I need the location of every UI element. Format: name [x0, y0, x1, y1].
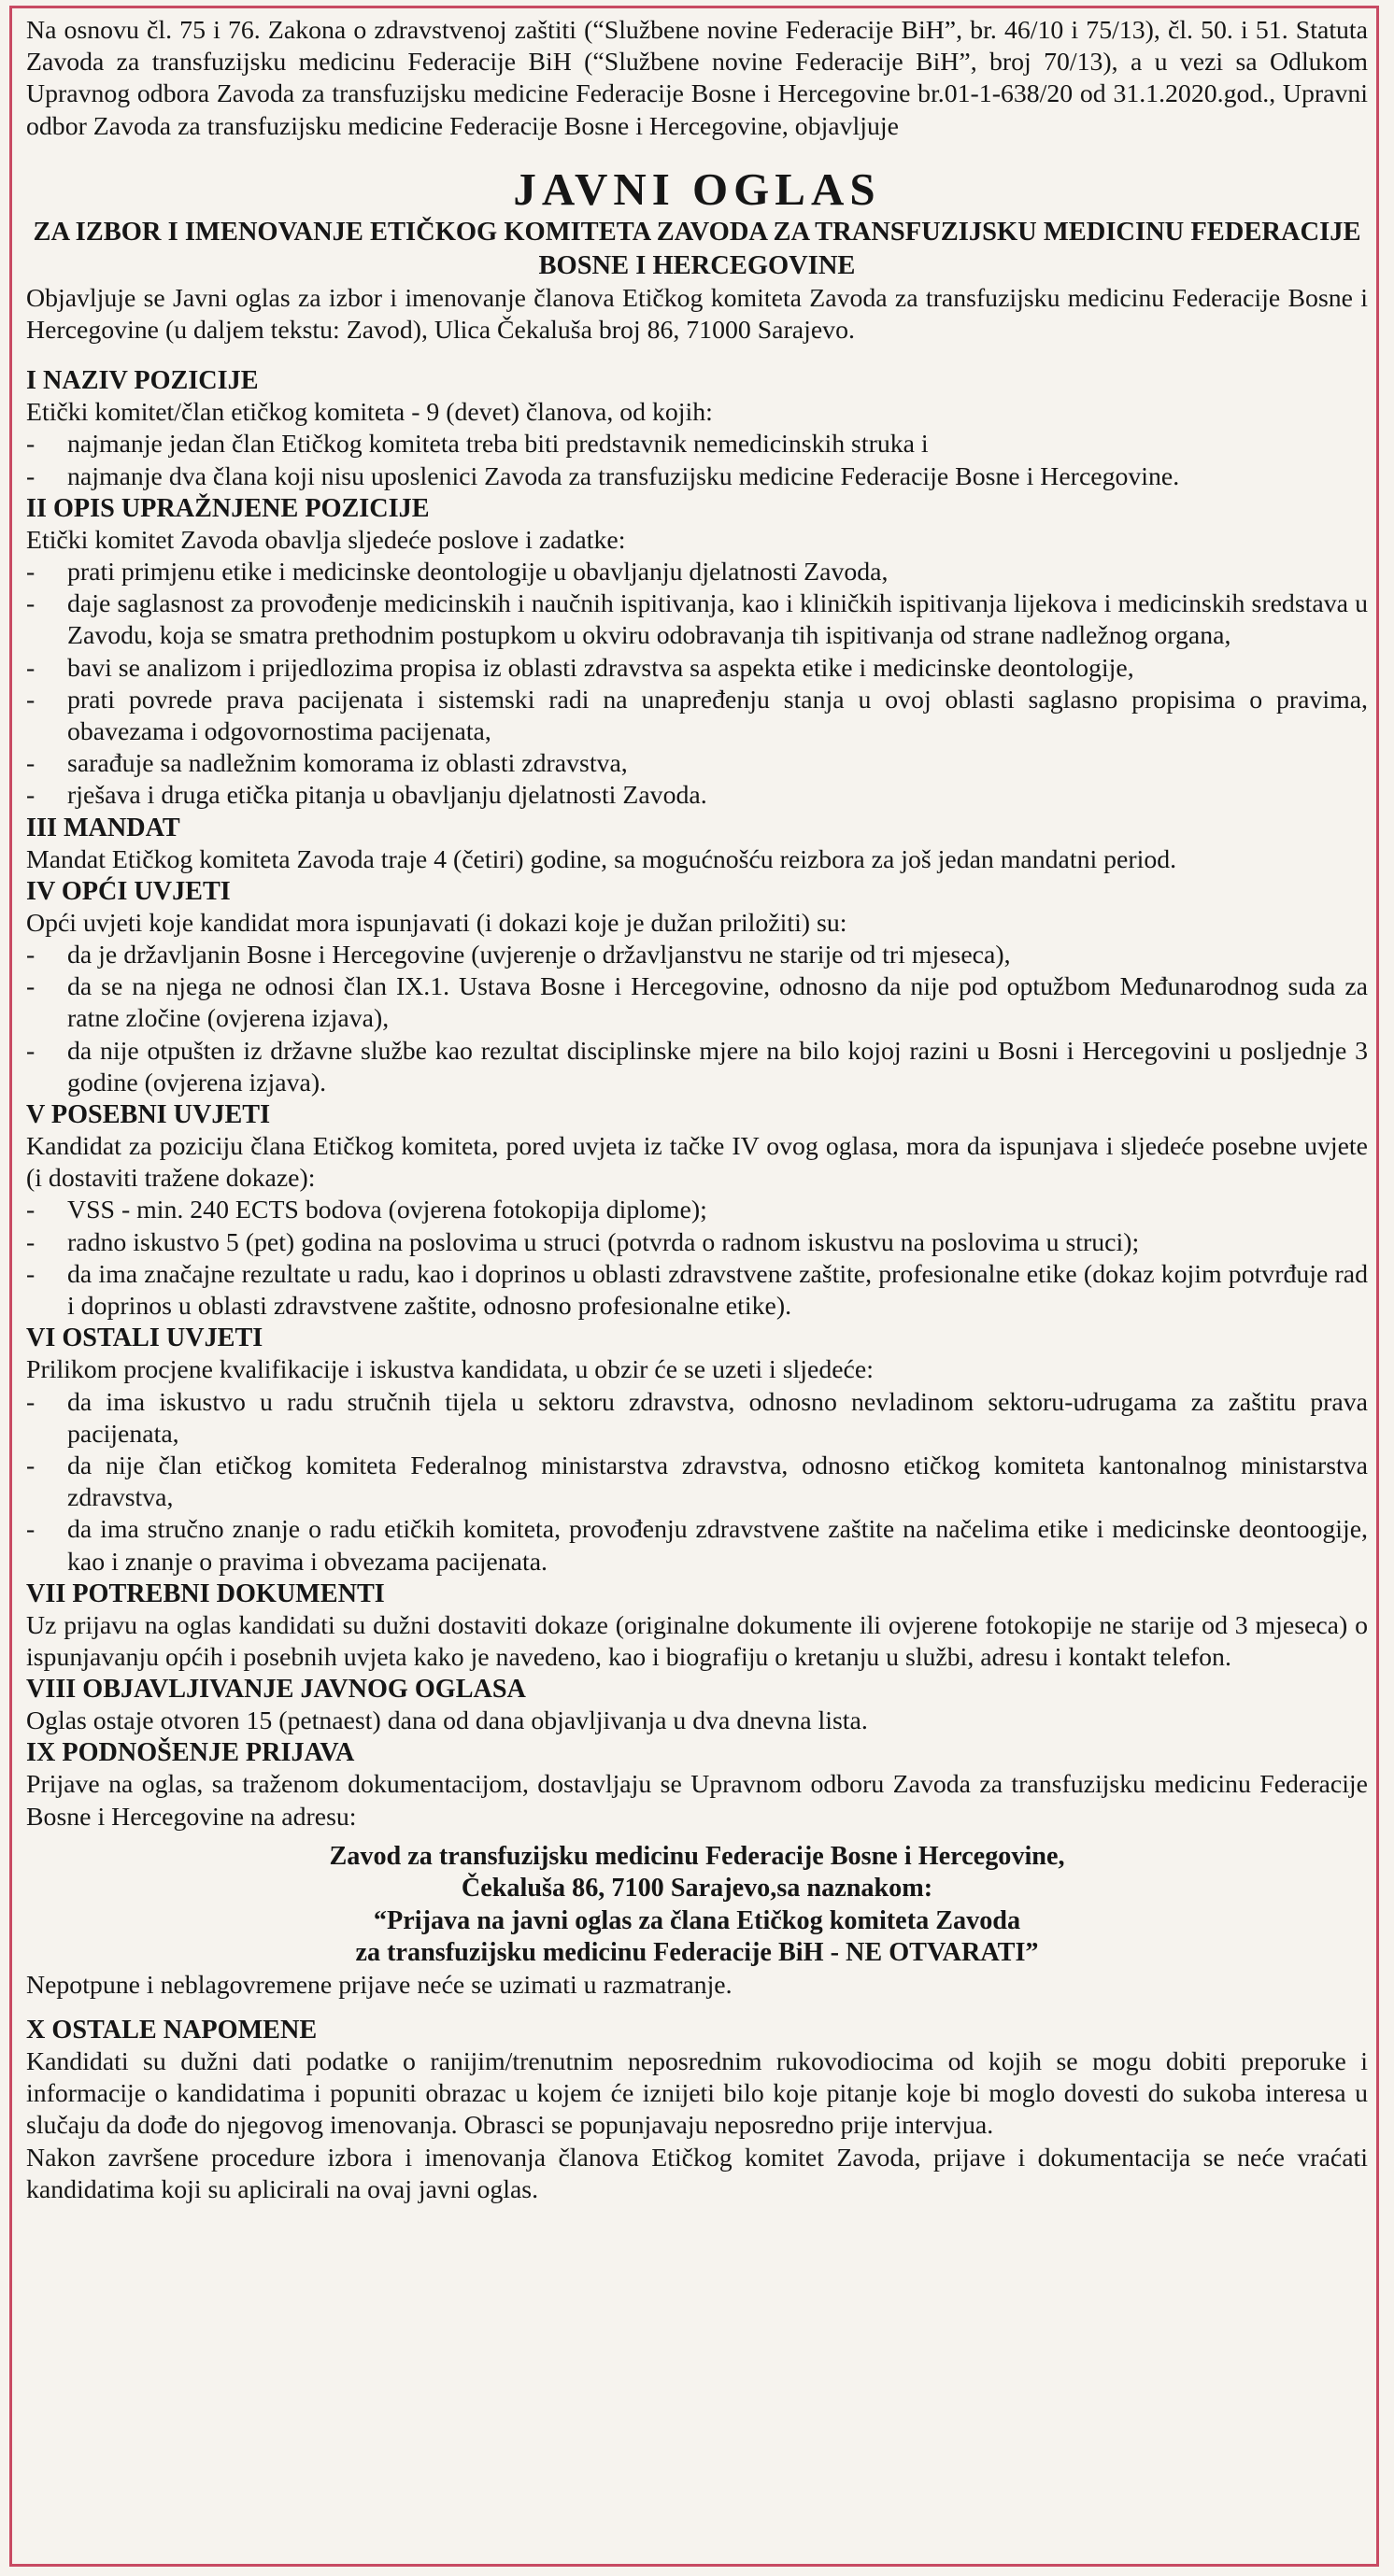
bullet-item: - da ima iskustvo u radu stručnih tijela u sektoru zdravstva, odnosno nevladinom sektoru-udrugama za zaštitu prava pacijenata, [26, 1387, 1368, 1451]
section-lead: Oglas ostaje otvoren 15 (petnaest) dana od dana objavljivanja u dva dnevna lista. [26, 1706, 868, 1736]
bullet-item: - da se na njega ne odnosi član IX.1. Ustava Bosne i Hercegovine, odnosno da nije pod optužbom Međunarodnog suda za ratne zločine (ovjerena izjava), [26, 971, 1368, 1035]
bullet-item: - da je državljanin Bosne i Hercegovine (uvjerenje o državljanstvu ne starije od tri mjeseca), [26, 940, 1368, 971]
notice-title: JAVNI OGLAS [513, 163, 881, 215]
section-lead: Kandidat za poziciju člana Etičkog komiteta, pored uvjeta iz tačke IV ovog oglasa, mora da ispunjava i sljedeće posebne uvjete (i dostaviti tražene dokaze): [26, 1132, 1368, 1194]
section-paragraph: Kandidati su dužni dati podatke o ranijim/trenutnim neposrednim rukovodiocima od kojih se mogu dobiti preporuke i informacije o kandidatima i popuniti obrazac u kojem će iznijeti bilo koje pitanje koje bi moglo dovesti do sukoba interesa u slučaju da dođe do njegovog imenovanja. Obrasci se popunjavaju neposredno prije intervjua. [26, 2046, 1368, 2141]
section-lead: Etički komitet/član etičkog komiteta - 9 (devet) članova, od kojih: [26, 398, 713, 428]
notice-section [26, 1323, 1368, 1578]
section-lead: Etički komitet Zavoda obavlja sljedeće poslove i zadatke: [26, 525, 626, 555]
section-heading: V POSEBNI UVJETI [26, 1100, 271, 1130]
notice-content [26, 15, 1368, 2206]
address-line: “Prijava na javni oglas za člana Etičkog komiteta Zavoda [373, 1905, 1021, 1935]
bullet-item: - rješava i druga etička pitanja u obavljanju djelatnosti Zavoda. [26, 780, 1368, 812]
section-heading: VI OSTALI UVJETI [26, 1323, 263, 1353]
section-heading: I NAZIV POZICIJE [26, 366, 259, 396]
bullet-item: - najmanje dva člana koji nisu uposlenici Zavoda za transfuzijsku medicine Federacije Bosne i Hercegovine. [26, 461, 1368, 493]
section-bullet-list [26, 1195, 1368, 1323]
address-line: Zavod za transfuzijsku medicinu Federacije Bosne i Hercegovine, [329, 1841, 1065, 1871]
bullet-item: - da ima stručno znanje o radu etičkih komiteta, provođenju zdravstvene zaštite na načelima etike i medicinske deontoogije, kao i znanje o pravima i obvezama pacijenata. [26, 1514, 1368, 1578]
section-bullet-list [26, 557, 1368, 813]
notice-section [26, 1099, 1368, 1323]
bullet-item: - da ima značajne rezultate u radu, kao i doprinos u oblasti zdravstvene zaštite, profesionalne etike (dokaz kojim potvrđuje rad i doprinos u oblasti zdravstvene zaštite, odnosno profesionalne etike). [26, 1259, 1368, 1323]
notice-section [26, 493, 1368, 813]
notice-section [26, 1578, 1368, 1674]
section-bullet-list [26, 940, 1368, 1099]
section-heading: X OSTALE NAPOMENE [26, 2015, 318, 2045]
notice-sections [26, 365, 1368, 1833]
section-heading: III MANDAT [26, 813, 180, 842]
section-heading: VIII OBJAVLJIVANJE JAVNOG OGLASA [26, 1675, 526, 1705]
section-bullet-list [26, 429, 1368, 492]
bullet-item: - da nije član etičkog komiteta Federalnog ministarstva zdravstva, odnosno etičkog komiteta kantonalnog ministarstva zdravstva, [26, 1451, 1368, 1514]
notice-section [26, 365, 1368, 493]
legal-preamble: Na osnovu čl. 75 i 76. Zakona o zdravstvenoj zaštiti (“Službene novine Federacije BiH”, br. 46/10 i 75/13), čl. 50. i 51. Statuta Zavoda za transfuzijsku medicinu Federacije BiH (“Službene novine Federacije BiH”, broj 70/13), a u vezi sa Odlukom Upravnog odbora Zavoda za transfuzijsku medicine Federacije Bosne i Hercegovine br.01-1-638/20 od 31.1.2020.god., Upravni odbor Zavoda za transfuzijsku medicine Federacije Bosne i Hercegovine, objavljuje [26, 16, 1368, 141]
submission-address [26, 1841, 1368, 1970]
incomplete-applications-note: Nepotpune i neblagovremene prijave neće se uzimati u razmatranje. [26, 1970, 733, 2000]
address-line: za transfuzijsku medicinu Federacije BiH - NE OTVARATI” [355, 1938, 1039, 1968]
bullet-item: - daje saglasnost za provođenje medicinskih i naučnih ispitivanja, kao i kliničkih ispitivanja lijekova i medicinskih sredstava u Zavodu, koja se smatra prethodnim postupkom u okviru odobravanja tih ispitivanja od strane nadležnog organa, [26, 588, 1368, 652]
bullet-item: - sarađuje sa nadležnim komorama iz oblasti zdravstva, [26, 748, 1368, 780]
notice-section [26, 1737, 1368, 1833]
notice-subtitle: ZA IZBOR I IMENOVANJE ETIČKOG KOMITETA ZAVODA ZA TRANSFUZIJSKU MEDICINU FEDERACIJE BOSNE I HERCEGOVINE [33, 217, 1361, 280]
section-lead: Uz prijavu na oglas kandidati su dužni dostaviti dokaze (originalne dokumente ili ovjerene fotokopije ne starije od 3 mjeseca) o ispunjavanju općih i posebnih uvjeta kako je navedeno, kao i biografiju o kretanju u službi, adresu i kontakt telefon. [26, 1610, 1368, 1672]
intro-paragraph: Objavljuje se Javni oglas za izbor i imenovanje članova Etičkog komiteta Zavoda za transfuzijsku medicinu Federacije Bosne i Hercegovine (u daljem tekstu: Zavod), Ulica Čekaluša broj 86, 71000 Sarajevo. [26, 283, 1368, 346]
bullet-item: - prati povrede prava pacijenata i sistemski radi na unapređenju stanja u ovoj oblasti saglasno propisima o pravima, obavezama i odgovornostima pacijenata, [26, 685, 1368, 748]
section-heading: IV OPĆI UVJETI [26, 876, 231, 906]
section-lead: Opći uvjeti koje kandidat mora ispunjavati (i dokazi koje je dužan priložiti) su: [26, 908, 847, 938]
section-heading: IX PODNOŠENJE PRIJAVA [26, 1738, 355, 1768]
bullet-item: - radno iskustvo 5 (pet) godina na poslovima u struci (potvrda o radnom iskustvu na poslovima u struci); [26, 1227, 1368, 1259]
bullet-item: - VSS - min. 240 ECTS bodova (ovjerena fotokopija diplome); [26, 1195, 1368, 1226]
section-lead: Prilikom procjene kvalifikacije i iskustva kandidata, u obzir će se uzeti i sljedeće: [26, 1355, 874, 1385]
address-line: Čekaluša 86, 7100 Sarajevo,sa naznakom: [461, 1874, 933, 1904]
section-heading: VII POTREBNI DOKUMENTI [26, 1578, 385, 1608]
bullet-item: - da nije otpušten iz državne službe kao rezultat disciplinske mjere na bilo kojoj razini u Bosni i Hercegovini u posljednje 3 godine (ovjerena izjava). [26, 1036, 1368, 1099]
bullet-item: - bavi se analizom i prijedlozima propisa iz oblasti zdravstva sa aspekta etike i medicinske deontologije, [26, 653, 1368, 685]
notice-section [26, 813, 1368, 876]
section-paragraph: Nakon završene procedure izbora i imenovanja članova Etičkog komitet Zavoda, prijave i dokumentacija se neće vraćati kandidatima koji su aplicirali na ovaj javni oglas. [26, 2143, 1368, 2204]
notice-section [26, 876, 1368, 1099]
bullet-item: - najmanje jedan član Etičkog komiteta treba biti predstavnik nemedicinskih struka i [26, 429, 1368, 460]
section-bullet-list [26, 1387, 1368, 1578]
section-heading: II OPIS UPRAŽNJENE POZICIJE [26, 493, 430, 523]
bullet-item: - prati primjenu etike i medicinske deontologije u obavljanju djelatnosti Zavoda, [26, 557, 1368, 588]
notice-section [26, 1674, 1368, 1737]
section-lead: Prijave na oglas, sa traženom dokumentacijom, dostavljaju se Upravnom odboru Zavoda za transfuzijsku medicinu Federacije Bosne i Hercegovine na adresu: [26, 1770, 1368, 1832]
section-lead: Mandat Etičkog komiteta Zavoda traje 4 (četiri) godine, sa mogućnošću reizbora za još jedan mandatni period. [26, 844, 1177, 874]
